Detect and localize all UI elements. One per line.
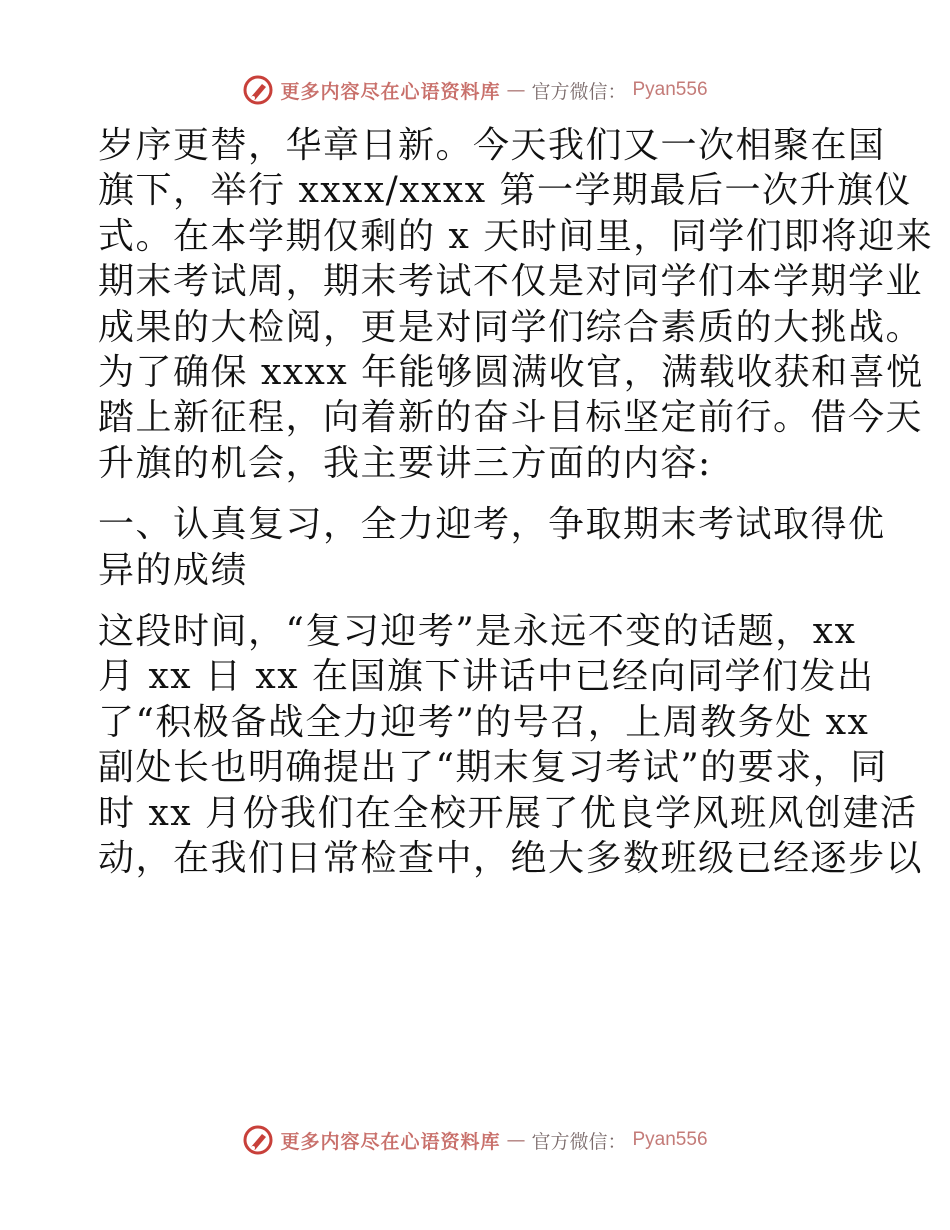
banner-wechat-label: 官方微信： bbox=[531, 1130, 627, 1153]
text-line: 时 xx 月份我们在全校开展了优良学风班风创建活 bbox=[98, 792, 918, 834]
banner-dash: — bbox=[506, 1129, 526, 1151]
banner-wechat-id: Pyan556 bbox=[632, 79, 708, 100]
heading-line: 异的成绩 bbox=[98, 549, 249, 591]
text-line: 岁序更替，华章日新。今天我们又一次相聚在国 bbox=[98, 125, 886, 166]
banner-brand: 更多内容尽在心语资料库 bbox=[280, 1130, 501, 1153]
section-heading-1 bbox=[98, 502, 886, 593]
paragraph-review bbox=[98, 609, 924, 881]
banner-wechat-id: Pyan556 bbox=[632, 1129, 708, 1150]
text-line: 动，在我们日常检查中，绝大多数班级已经逐步以 bbox=[98, 838, 924, 880]
text-line: 期末考试周，期末考试不仅是对同学们本学期学业 bbox=[98, 261, 924, 303]
pen-logo-icon bbox=[242, 1124, 274, 1156]
banner-dash: — bbox=[506, 79, 526, 101]
header-banner bbox=[0, 70, 950, 110]
pen-logo-icon bbox=[242, 74, 274, 106]
heading-line: 一、认真复习，全力迎考，争取期末考试取得优 bbox=[98, 504, 886, 546]
footer-banner bbox=[0, 1120, 950, 1160]
text-line: 踏上新征程，向着新的奋斗目标坚定前行。借今天 bbox=[98, 397, 924, 439]
text-line: 升旗的机会，我主要讲三方面的内容: bbox=[98, 442, 712, 484]
text-line: 式。在本学期仅剩的 x 天时间里，同学们即将迎来 bbox=[98, 215, 934, 257]
text-line: 副处长也明确提出了“期末复习考试”的要求，同 bbox=[98, 747, 888, 789]
document-body bbox=[98, 123, 934, 882]
text-line: 旗下，举行 xxxx/xxxx 第一学期最后一次升旗仪 bbox=[98, 170, 912, 212]
text-line: 为了确保 xxxx 年能够圆满收官，满载收获和喜悦 bbox=[98, 352, 924, 394]
text-line: 成果的大检阅，更是对同学们综合素质的大挑战。 bbox=[98, 306, 924, 348]
paragraph-intro bbox=[98, 123, 934, 486]
banner-wechat-label: 官方微信： bbox=[531, 80, 627, 103]
text-line: 这段时间，“复习迎考”是永远不变的话题，xx bbox=[98, 611, 857, 653]
text-line: 了“积极备战全力迎考”的号召，上周教务处 xx bbox=[98, 701, 870, 743]
text-line: 月 xx 日 xx 在国旗下讲话中已经向同学们发出 bbox=[98, 656, 875, 698]
banner-brand: 更多内容尽在心语资料库 bbox=[280, 80, 501, 103]
